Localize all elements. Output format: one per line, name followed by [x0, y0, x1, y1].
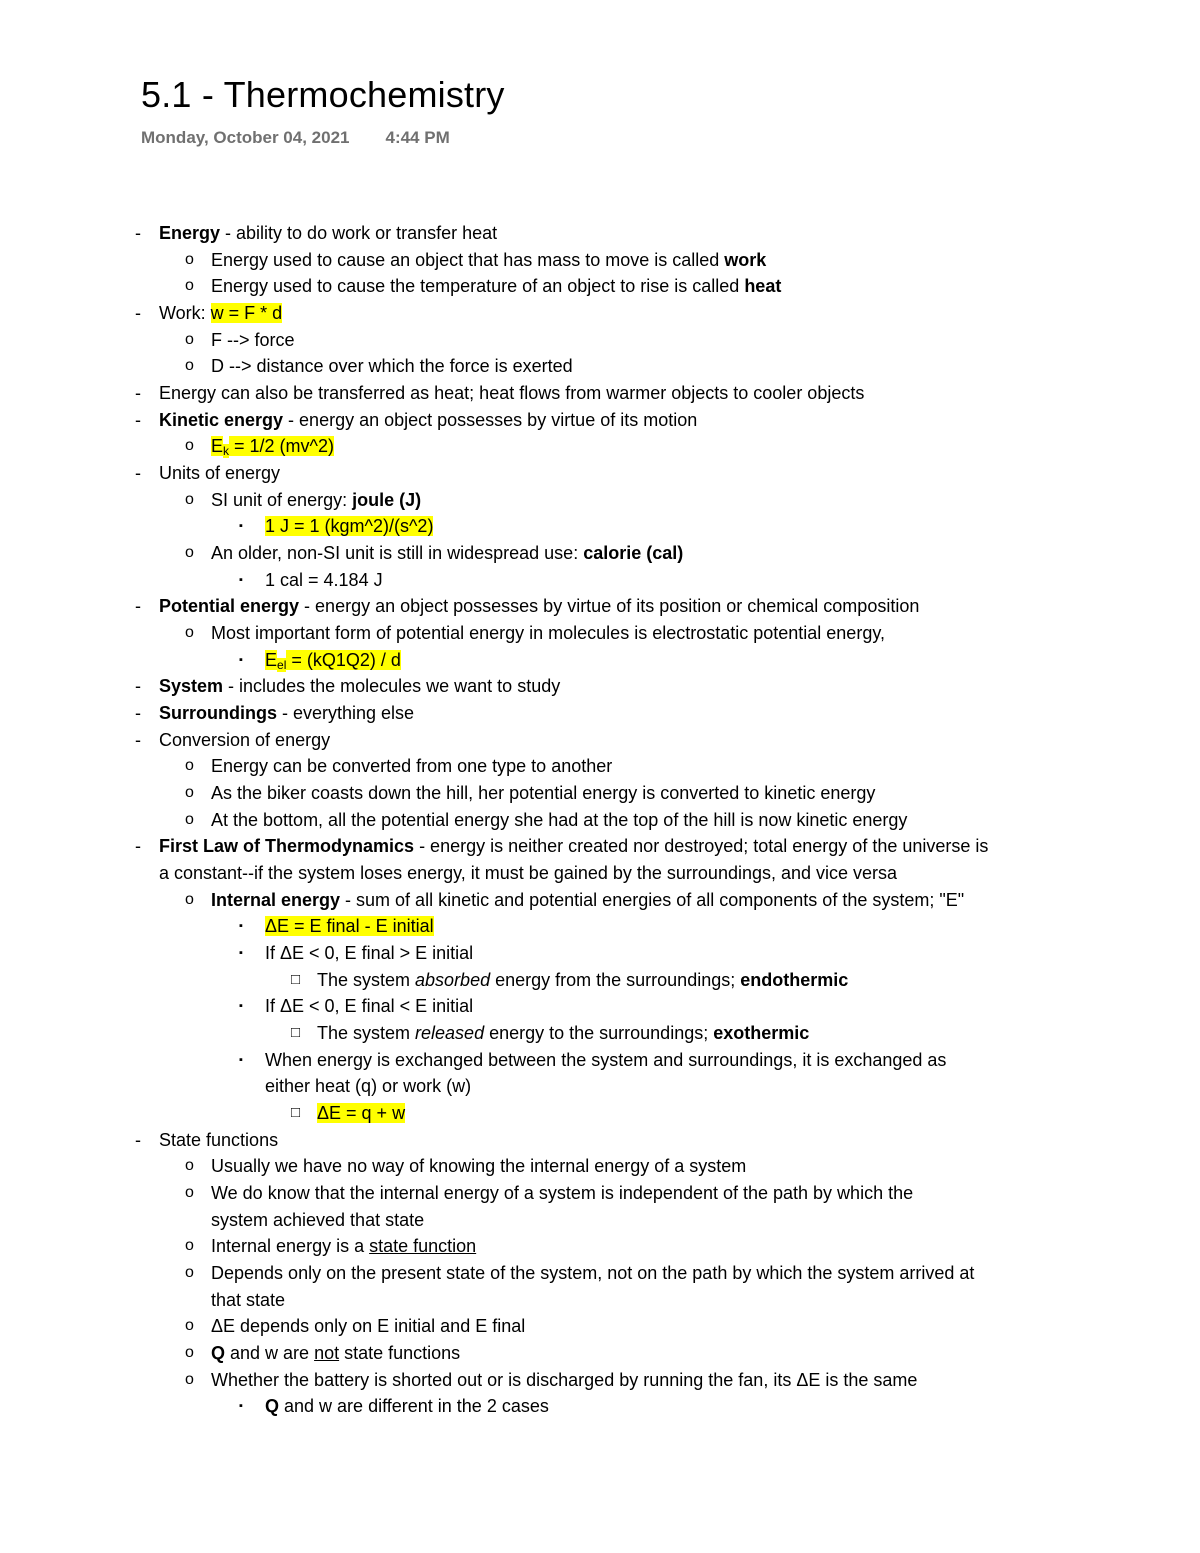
dash-bullet-icon: - — [135, 676, 141, 696]
outline-item — [185, 1313, 526, 1340]
note-text: - energy is neither created nor destroyed; total energy of the universe is — [414, 836, 989, 856]
circle-bullet-icon: o — [185, 357, 194, 374]
circle-bullet-icon: o — [185, 891, 194, 908]
note-text: that state — [211, 1290, 286, 1310]
outline-item — [185, 620, 885, 647]
dash-bullet-icon: - — [135, 410, 141, 430]
square-bullet-icon: ▪ — [239, 1400, 243, 1412]
outline-item — [185, 1260, 975, 1287]
note-text: Most important form of potential energy in molecules is electrostatic potential energy, — [211, 623, 885, 643]
outline-item — [239, 940, 474, 967]
outline-item — [291, 1100, 406, 1127]
note-text: not — [314, 1343, 340, 1363]
outline-item — [185, 887, 965, 914]
outline-item — [185, 1153, 747, 1180]
circle-bullet-icon: o — [185, 544, 194, 561]
circle-bullet-icon: o — [185, 1317, 194, 1334]
note-text: Work: — [159, 303, 211, 323]
note-text: released — [415, 1023, 485, 1043]
note-text: endothermic — [740, 970, 849, 990]
note-date: Monday, October 04, 2021 — [141, 128, 350, 147]
note-text: energy from the surroundings; — [490, 970, 741, 990]
outline-item — [185, 1340, 461, 1367]
outline-item — [135, 727, 331, 754]
note-text: - ability to do work or transfer heat — [220, 223, 498, 243]
outline-item — [239, 513, 434, 540]
note-text: The system — [317, 970, 416, 990]
outline-item — [135, 460, 281, 487]
note-text: ΔE depends only on E initial and E final — [211, 1316, 526, 1336]
outline-item-continuation — [265, 1073, 471, 1100]
note-text: If ΔE < 0, E final < E initial — [265, 996, 474, 1016]
highlighted-text: 1 J = 1 (kgm^2)/(s^2) — [265, 516, 434, 536]
outline-item — [135, 407, 698, 434]
circle-bullet-icon: o — [185, 1237, 194, 1254]
note-time: 4:44 PM — [385, 128, 450, 147]
note-text: heat — [744, 276, 782, 296]
checkbox-bullet-icon: □ — [291, 971, 301, 988]
outline-item — [239, 913, 434, 940]
outline-item — [185, 1367, 918, 1394]
note-text: F --> force — [211, 330, 295, 350]
dash-bullet-icon: - — [135, 703, 141, 723]
highlighted-text: = 1/2 (mv^2) — [229, 436, 334, 456]
outline-item — [185, 1233, 477, 1260]
note-text: system achieved that state — [211, 1210, 425, 1230]
dash-bullet-icon: - — [135, 223, 141, 243]
note-text: Energy can also be transferred as heat; heat flows from warmer objects to cooler objects — [159, 383, 865, 403]
note-text: The system — [317, 1023, 416, 1043]
square-bullet-icon: ▪ — [239, 574, 243, 586]
note-text: Conversion of energy — [159, 730, 331, 750]
outline-item — [239, 1047, 947, 1074]
outline-item-continuation — [211, 1207, 424, 1234]
outline-item — [135, 673, 561, 700]
highlighted-text: w = F * d — [210, 303, 283, 323]
outline-item — [185, 780, 876, 807]
highlighted-text: el — [277, 658, 287, 672]
dash-bullet-icon: - — [135, 596, 141, 616]
outline-item — [239, 567, 383, 594]
dash-bullet-icon: - — [135, 463, 141, 483]
circle-bullet-icon: o — [185, 1371, 194, 1388]
note-text: When energy is exchanged between the system and surroundings, it is exchanged as — [265, 1050, 947, 1070]
outline-item — [185, 753, 613, 780]
note-text: work — [724, 250, 767, 270]
note-text: Internal energy — [211, 890, 341, 910]
note-text: Kinetic energy — [159, 410, 284, 430]
outline-item — [185, 273, 782, 300]
circle-bullet-icon: o — [185, 331, 194, 348]
outline-item — [135, 700, 415, 727]
page-title: 5.1 - Thermochemistry — [141, 74, 505, 115]
circle-bullet-icon: o — [185, 811, 194, 828]
note-text: absorbed — [415, 970, 491, 990]
outline-item — [135, 593, 920, 620]
highlighted-text: ΔE = q + w — [317, 1103, 406, 1123]
square-bullet-icon: ▪ — [239, 920, 243, 932]
note-timestamp — [141, 128, 450, 148]
circle-bullet-icon: o — [185, 624, 194, 641]
note-text: D --> distance over which the force is exerted — [211, 356, 573, 376]
note-text: calorie (cal) — [583, 543, 684, 563]
note-text: Surroundings — [159, 703, 277, 723]
note-text: a constant--if the system loses energy, it must be gained by the surroundings, and vice versa — [159, 863, 898, 883]
note-text: Units of energy — [159, 463, 281, 483]
note-text: Q — [211, 1343, 226, 1363]
dash-bullet-icon: - — [135, 1130, 141, 1150]
note-text: Energy — [159, 223, 221, 243]
highlighted-text: E — [265, 650, 278, 670]
note-text: Usually we have no way of knowing the internal energy of a system — [211, 1156, 747, 1176]
dash-bullet-icon: - — [135, 303, 141, 323]
note-text: First Law of Thermodynamics — [159, 836, 415, 856]
circle-bullet-icon: o — [185, 1157, 194, 1174]
note-text: - energy an object possesses by virtue of its position or chemical composition — [299, 596, 920, 616]
outline-item — [135, 833, 989, 860]
highlighted-text: E — [211, 436, 224, 456]
note-text: At the bottom, all the potential energy she had at the top of the hill is now kinetic energy — [211, 810, 908, 830]
outline-item — [291, 1020, 810, 1047]
square-bullet-icon: ▪ — [239, 947, 243, 959]
outline-item — [135, 1127, 279, 1154]
square-bullet-icon: ▪ — [239, 654, 243, 666]
circle-bullet-icon: o — [185, 1184, 194, 1201]
circle-bullet-icon: o — [185, 277, 194, 294]
circle-bullet-icon: o — [185, 1344, 194, 1361]
note-text: - everything else — [277, 703, 415, 723]
note-text: and w are different in the 2 cases — [279, 1396, 549, 1416]
note-text: As the biker coasts down the hill, her potential energy is converted to kinetic energy — [211, 783, 876, 803]
note-text: state functions — [339, 1343, 461, 1363]
note-text: energy to the surroundings; — [484, 1023, 714, 1043]
dash-bullet-icon: - — [135, 383, 141, 403]
note-text: 1 cal = 4.184 J — [265, 570, 383, 590]
highlighted-text: k — [223, 444, 230, 458]
note-text: System — [159, 676, 224, 696]
note-text: Internal energy is a — [211, 1236, 370, 1256]
square-bullet-icon: ▪ — [239, 520, 243, 532]
circle-bullet-icon: o — [185, 251, 194, 268]
outline-item — [185, 487, 422, 514]
outline-item — [135, 380, 865, 407]
outline-item — [239, 1393, 549, 1420]
circle-bullet-icon: o — [185, 1264, 194, 1281]
dash-bullet-icon: - — [135, 730, 141, 750]
note-text: - sum of all kinetic and potential energies of all components of the system; "E" — [340, 890, 965, 910]
circle-bullet-icon: o — [185, 757, 194, 774]
note-text: If ΔE < 0, E final > E initial — [265, 943, 474, 963]
note-text: either heat (q) or work (w) — [265, 1076, 472, 1096]
outline-item — [135, 300, 283, 327]
note-text: and w are — [225, 1343, 315, 1363]
note-text: Potential energy — [159, 596, 300, 616]
note-text: - energy an object possesses by virtue of its motion — [283, 410, 698, 430]
note-text: An older, non-SI unit is still in widespread use: — [211, 543, 584, 563]
note-text: Whether the battery is shorted out or is discharged by running the fan, its ΔE is the same — [211, 1370, 918, 1390]
outline-item — [185, 1180, 914, 1207]
square-bullet-icon: ▪ — [239, 1054, 243, 1066]
outline-item — [239, 993, 474, 1020]
circle-bullet-icon: o — [185, 437, 194, 454]
dash-bullet-icon: - — [135, 836, 141, 856]
note-text: Energy can be converted from one type to another — [211, 756, 613, 776]
note-text: Energy used to cause an object that has mass to move is called — [211, 250, 725, 270]
note-text: Depends only on the present state of the system, not on the path by which the system arrived at — [211, 1263, 975, 1283]
note-text: exothermic — [713, 1023, 810, 1043]
checkbox-bullet-icon: □ — [291, 1024, 301, 1041]
note-text: state function — [369, 1236, 477, 1256]
circle-bullet-icon: o — [185, 784, 194, 801]
note-text: State functions — [159, 1130, 279, 1150]
outline-item — [185, 327, 295, 354]
checkbox-bullet-icon: □ — [291, 1104, 301, 1121]
circle-bullet-icon: o — [185, 491, 194, 508]
outline-item-continuation — [211, 1287, 285, 1314]
outline-item-continuation — [159, 860, 897, 887]
highlighted-text: = (kQ1Q2) / d — [286, 650, 401, 670]
note-text: We do know that the internal energy of a system is independent of the path by which the — [211, 1183, 914, 1203]
highlighted-text: ΔE = E final - E initial — [265, 916, 434, 936]
note-text: joule (J) — [352, 490, 422, 510]
note-text: SI unit of energy: — [211, 490, 353, 510]
outline-item — [135, 220, 498, 247]
outline-item — [185, 807, 908, 834]
outline-item — [291, 967, 849, 994]
outline-item — [185, 540, 684, 567]
note-text: - includes the molecules we want to study — [223, 676, 561, 696]
square-bullet-icon: ▪ — [239, 1000, 243, 1012]
outline-item — [185, 247, 767, 274]
outline-item — [185, 353, 573, 380]
note-text: Q — [265, 1396, 280, 1416]
note-text: Energy used to cause the temperature of an object to rise is called — [211, 276, 745, 296]
